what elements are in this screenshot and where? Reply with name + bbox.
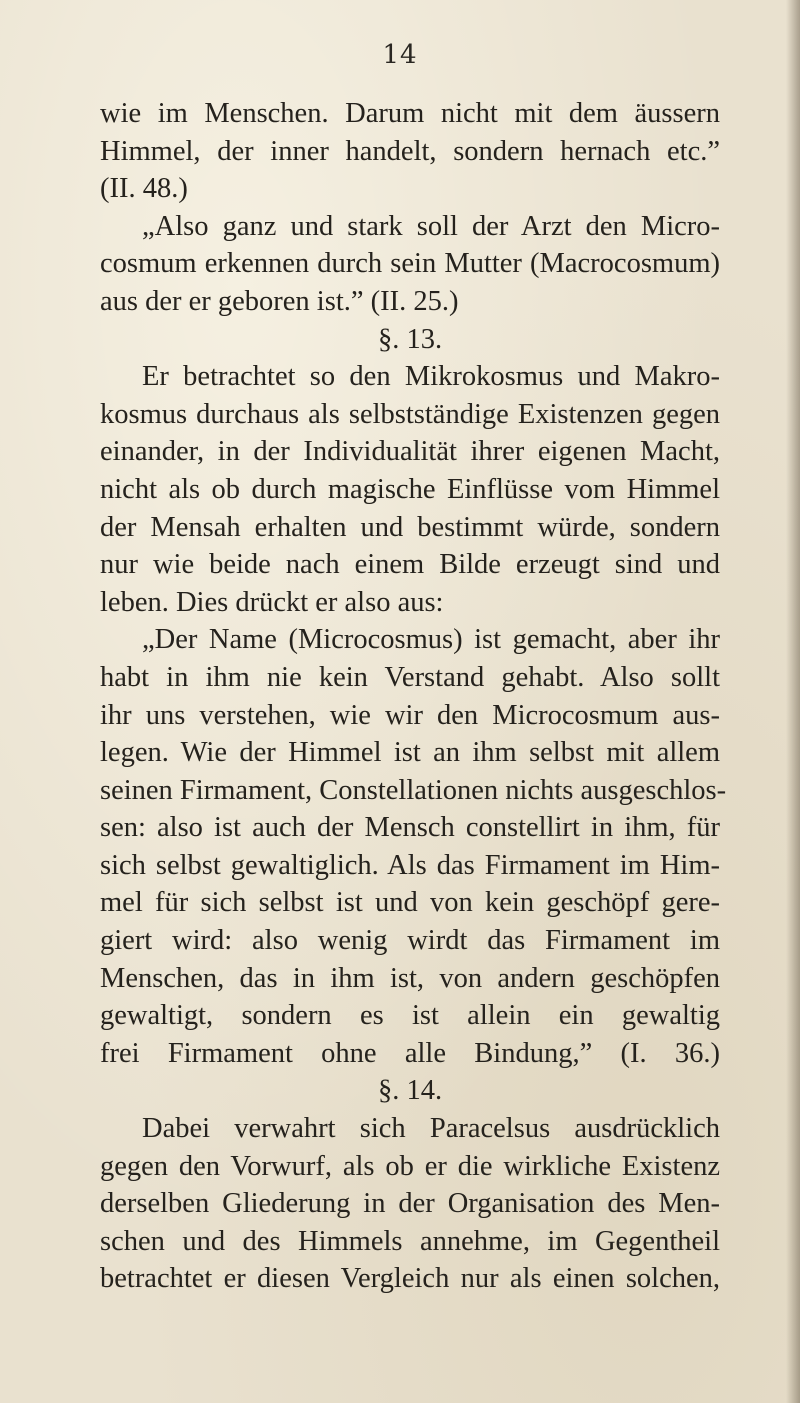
- text-line: nur wie beide nach einem Bilde erzeugt sind und: [100, 549, 720, 581]
- text-line: der Mensah erhalten und bestimmt würde, sondern: [100, 511, 720, 543]
- text-line: giert wird: also wenig wirdt das Firmament im: [100, 925, 720, 957]
- text-line: Er betrachtet so den Mikrokosmus und Makro-: [142, 361, 720, 393]
- text-line: Dabei verwahrt sich Paracelsus ausdrücklich: [142, 1113, 720, 1145]
- text-line: sen: also ist auch der Mensch constellirt in ihm, für: [100, 812, 720, 844]
- text-line: „Also ganz und stark soll der Arzt den Micro-: [142, 210, 720, 242]
- body-text: [100, 95, 727, 1298]
- text-line: seinen Firmament, Constellationen nichts ausgeschlos-: [100, 774, 727, 806]
- text-line: leben. Dies drückt er also aus:: [100, 586, 444, 618]
- text-line: ihr uns verstehen, wie wir den Microcosmum aus-: [100, 699, 720, 731]
- text-line: schen und des Himmels annehme, im Gegentheil: [100, 1225, 720, 1257]
- text-line: betrachtet er diesen Vergleich nur als einen solchen,: [100, 1263, 720, 1295]
- text-line: derselben Gliederung in der Organisation des Men-: [100, 1188, 720, 1220]
- section-heading: §. 13.: [377, 323, 443, 355]
- text-line: wie im Menschen. Darum nicht mit dem äussern: [100, 98, 720, 129]
- text-line: mel für sich selbst ist und von kein geschöpf gere-: [100, 887, 720, 919]
- text-line: frei Firmament ohne alle Bindung,” (I. 36.): [100, 1037, 720, 1069]
- text-line: gegen den Vorwurf, als ob er die wirkliche Existenz: [100, 1150, 720, 1182]
- page-number: 14: [382, 40, 418, 70]
- text-line: gewaltigt, sondern es ist allein ein gewaltig: [100, 1000, 720, 1032]
- text-line: habt in ihm nie kein Verstand gehabt. Also sollt: [100, 661, 720, 693]
- text-line: cosmum erkennen durch sein Mutter (Macrocosmum): [100, 248, 720, 280]
- text-line: einander, in der Individualität ihrer eigenen Macht,: [100, 436, 720, 468]
- text-line: Himmel, der inner handelt, sondern hernach etc.”: [100, 135, 720, 167]
- text-line: (II. 48.): [100, 173, 188, 205]
- section-heading: §. 14.: [377, 1075, 443, 1107]
- text-line: nicht als ob durch magische Einflüsse vom Himmel: [100, 473, 720, 505]
- text-line: aus der er geboren ist.” (II. 25.): [100, 285, 459, 317]
- text-line: Menschen, das in ihm ist, von andern geschöpfen: [100, 962, 720, 994]
- text-line: sich selbst gewaltiglich. Als das Firmament im Him-: [100, 849, 720, 881]
- text-line: legen. Wie der Himmel ist an ihm selbst mit allem: [100, 737, 720, 769]
- page-edge-shadow: [786, 0, 800, 1403]
- text-line: „Der Name (Microcosmus) ist gemacht, aber ihr: [142, 624, 720, 656]
- text-line: kosmus durchaus als selbstständige Existenzen gegen: [100, 398, 720, 430]
